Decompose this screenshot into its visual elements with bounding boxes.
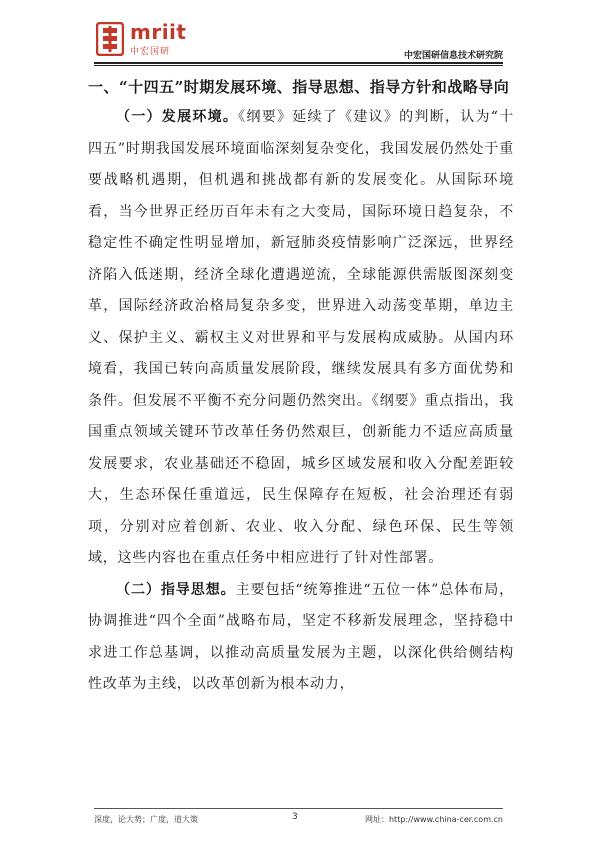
logo-subtext: 中宏国研 [130,47,171,57]
logo-text: mriit [130,20,187,44]
paragraph-text: 主要包括“统筹推进“五位一体”总体布局，协调推进“四个全面”战略布局，坚定不移新发展理念，坚持稳中求进工作总基调，以推动高质量发展为主题，以深化供给侧结构性改革为主线，以改革创新为根本动力， [88,581,514,692]
org-name: 中宏国研信息技术研究院 [403,51,503,61]
paragraph-guiding-ideology [88,575,514,701]
page-number: 3 [292,812,298,822]
document-body [88,72,514,701]
paragraph-lead: （二）指导思想。 [116,581,236,598]
section-heading: 一、“十四五”时期发展环境、指导思想、指导方针和战略导向 [88,78,510,96]
page-footer [94,808,503,838]
paragraph-development-environment [88,102,514,575]
footer-divider [94,808,503,809]
mriit-logo-icon [96,22,124,56]
logo [96,20,216,60]
paragraph-lead: （一）发展环境。 [116,109,239,125]
header-divider [94,62,503,64]
paragraph-text: 《纲要》延续了《建议》的判断，认为“十四五”时期我国发展环境面临深刻复杂变化，我国发展仍然处于重要战略机遇期，但机遇和挑战都有新的发展变化。从国际环境看，当今世界正经历百年未有之大变局，国际环境日趋复杂，不稳定性不确定性明显增加，新冠肺炎疫情影响广泛深远，世界经济陷入低迷期，经济全球化遭遇逆流，全球能源供需版图深刻变革，国际经济政治格局复杂多变，世界进入动荡变革期，单边主义、保护主义、霸权主义对世界和平与发展构成威胁。从国内环境看，我国已转向高质量发展阶段，继续发展具有多方面优势和条件。但发展不平衡不充分问题仍然突出。《纲要》重点指出，我国重点领域关键环节改革任务仍然艰巨，创新能力不适应高质量发展要求，农业基础还不稳固，城乡区域发展和收入分配差距较大，生态环保任重道远，民生保障存在短板，社会治理还有弱项，分别对应着创新、农业、收入分配、绿色环保、民生等领域，这些内容也在重点任务中相应进行了针对性部署。 [88,109,514,566]
footer-website[interactable]: 网址：http://www.china-cer.com.cn [364,815,503,824]
header-divider-thin [94,65,503,66]
footer-slogan: 深度，论大势；广度，道大策 [94,815,198,824]
page-header [0,0,597,70]
